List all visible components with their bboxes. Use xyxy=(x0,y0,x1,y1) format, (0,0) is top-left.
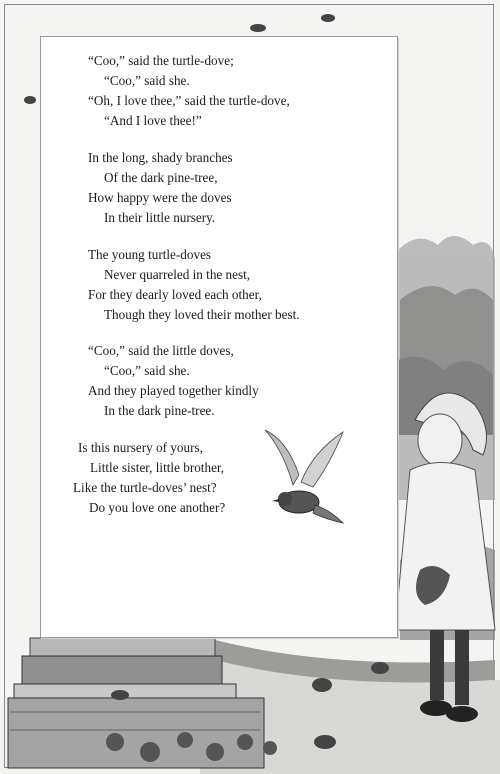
dove-icon xyxy=(263,427,345,527)
poem-line: In the dark pine-tree. xyxy=(104,403,215,418)
poem-line: Though they loved their mother best. xyxy=(104,307,300,322)
poem-line: Little sister, little brother, xyxy=(90,460,225,475)
poem-line: Like the turtle-doves’ nest? xyxy=(73,480,217,495)
poem-line: Do you love one another? xyxy=(89,500,226,515)
poem-line: Of the dark pine-tree, xyxy=(104,170,218,185)
poem-line: In their little nursery. xyxy=(104,210,216,225)
poem-line: How happy were the doves xyxy=(88,190,232,205)
poem-line: “Coo,” said she. xyxy=(104,73,190,88)
poem-line: “Oh, I love thee,” said the turtle-dove, xyxy=(88,93,290,108)
poem-panel xyxy=(40,36,398,638)
poem-text xyxy=(41,37,397,637)
poem-line: The young turtle-doves xyxy=(88,247,212,262)
poem-line: In the long, shady branches xyxy=(88,150,233,165)
poem-line: “Coo,” said the turtle-dove; xyxy=(88,53,234,68)
poem-line: Never quarreled in the nest, xyxy=(104,267,251,282)
poem-line: “And I love thee!” xyxy=(104,113,202,128)
poem-line: “Coo,” said she. xyxy=(104,363,190,378)
poem-line: And they played together kindly xyxy=(88,383,259,398)
poem-line: “Coo,” said the little doves, xyxy=(88,343,234,358)
poem-line: Is this nursery of yours, xyxy=(78,440,203,455)
poem-line: For they dearly loved each other, xyxy=(88,287,262,302)
